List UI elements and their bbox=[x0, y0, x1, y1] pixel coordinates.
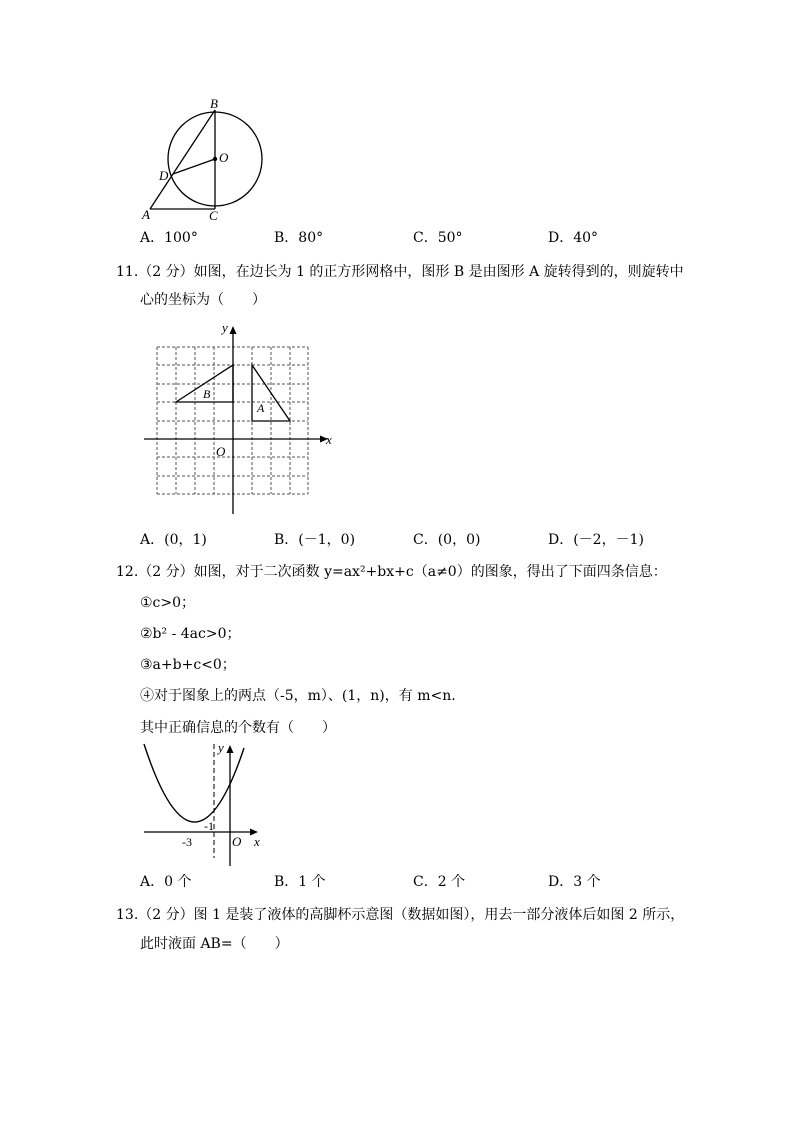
axis-label-y: y bbox=[222, 320, 228, 335]
q12-option-b[interactable]: B．1 个 bbox=[274, 874, 326, 890]
segment-do bbox=[173, 159, 215, 174]
origin-label: O bbox=[232, 834, 242, 849]
q12-option-d[interactable]: D．3 个 bbox=[548, 874, 601, 890]
q11-option-a[interactable]: A．(0，1) bbox=[140, 532, 207, 548]
y-axis-arrow bbox=[230, 326, 237, 334]
label-b: B bbox=[210, 96, 218, 111]
label-minus-1: -1 bbox=[204, 819, 214, 833]
q10-option-a[interactable]: A．100° bbox=[140, 230, 198, 246]
q13-stem-line2: 此时液面 AB=（ ） bbox=[140, 936, 289, 952]
label-minus-3: -3 bbox=[182, 835, 192, 849]
label-a: A bbox=[142, 207, 150, 222]
center-dot bbox=[213, 157, 217, 161]
parabola-curve bbox=[144, 744, 244, 822]
y-axis-arrow bbox=[227, 745, 234, 753]
q12-info-3: ③a+b+c<0； bbox=[140, 657, 236, 673]
q12-info-2: ②b² - 4ac>0； bbox=[140, 626, 241, 642]
q12-stem-line1: 12.（2 分）如图，对于二次函数 y=ax²+bx+c（a≠0）的图象，得出了下面四条信息： bbox=[116, 564, 667, 580]
q12-info-4: ④对于图象上的两点（-5，m）、(1，n)，有 m<n. bbox=[140, 688, 456, 704]
axis-label-x: x bbox=[254, 834, 260, 849]
axis-label-x: x bbox=[326, 432, 332, 447]
q12-question: 其中正确信息的个数有（ ） bbox=[140, 720, 336, 736]
label-c: C bbox=[209, 208, 218, 223]
q10-circle-figure bbox=[130, 96, 280, 224]
label-d: D bbox=[159, 168, 169, 183]
label-o: O bbox=[219, 150, 229, 165]
label-shape-b: B bbox=[203, 387, 211, 401]
q12-info-1: ①c>0； bbox=[140, 595, 196, 611]
axis-label-y: y bbox=[218, 740, 224, 755]
q12-option-c[interactable]: C．2 个 bbox=[413, 874, 466, 890]
q11-option-d[interactable]: D．(－2，－1) bbox=[548, 532, 644, 548]
q10-option-c[interactable]: C．50° bbox=[413, 230, 463, 246]
q10-option-d[interactable]: D．40° bbox=[548, 230, 599, 246]
q11-option-c[interactable]: C．(0，0) bbox=[413, 532, 481, 548]
q11-stem-line2: 心的坐标为（ ） bbox=[140, 292, 266, 308]
label-shape-a: A bbox=[257, 401, 265, 415]
q11-grid-figure bbox=[140, 318, 340, 518]
q11-stem-line1: 11.（2 分）如图，在边长为 1 的正方形网格中，图形 B 是由图形 A 旋转得到的，则旋转中 bbox=[116, 264, 684, 280]
q10-option-b[interactable]: B．80° bbox=[274, 230, 324, 246]
q12-parabola-figure bbox=[134, 738, 274, 868]
q13-stem-line1: 13.（2 分）图 1 是装了液体的高脚杯示意图（数据如图），用去一部分液体后如图 2 所示， bbox=[116, 907, 685, 923]
q12-option-a[interactable]: A．0 个 bbox=[140, 874, 192, 890]
origin-label: O bbox=[216, 444, 226, 459]
q11-option-b[interactable]: B．(－1，0) bbox=[274, 532, 356, 548]
